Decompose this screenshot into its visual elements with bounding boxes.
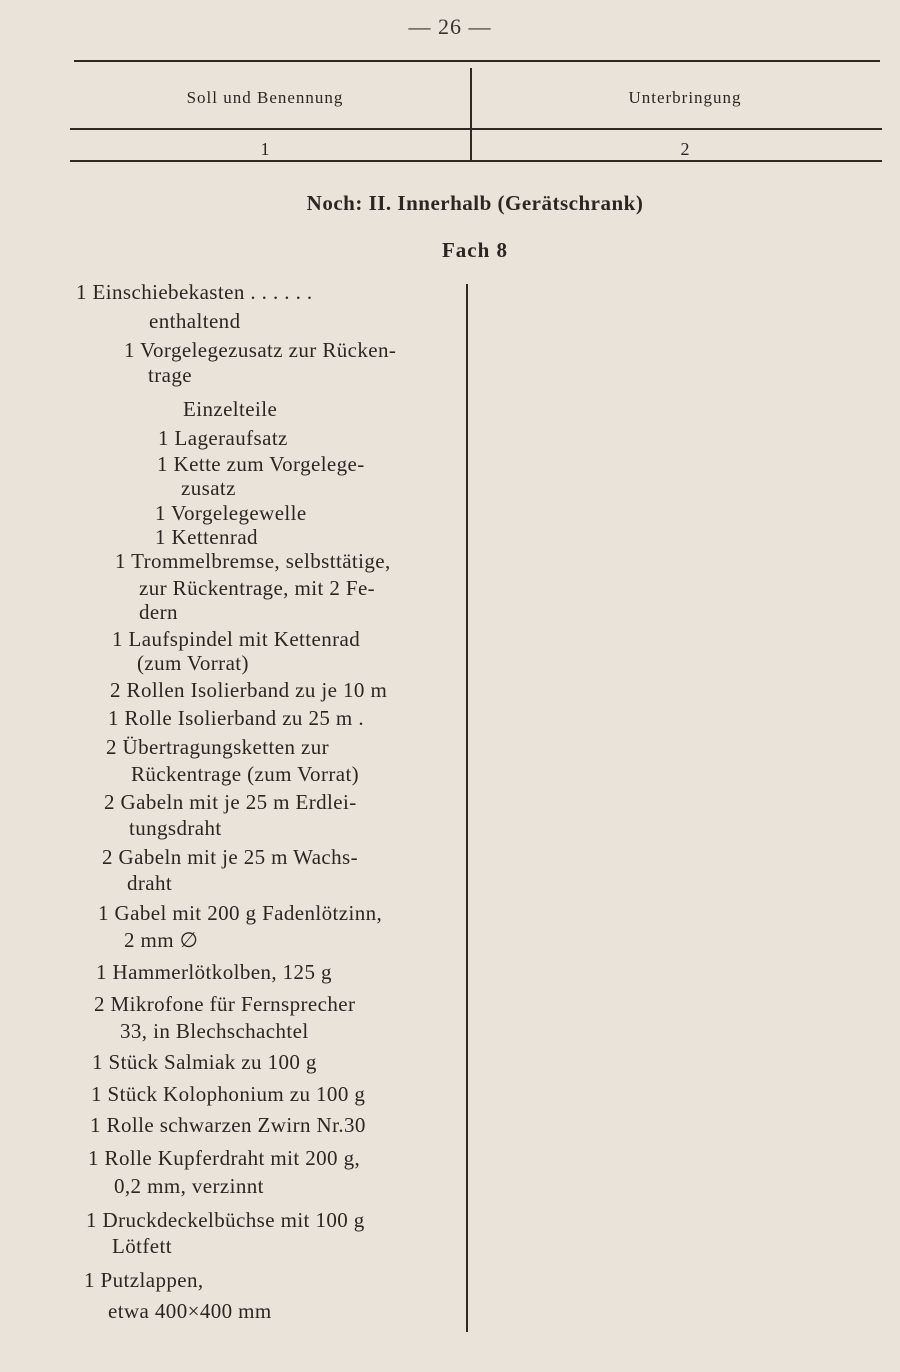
- item-line: 1 Kette zum Vorgelege-: [157, 452, 365, 476]
- item-line: 2 mm ∅: [124, 928, 199, 952]
- item-line: 2 Rollen Isolierband zu je 10 m: [110, 678, 388, 702]
- item-line: (zum Vorrat): [137, 651, 249, 675]
- item-line: etwa 400×400 mm: [108, 1299, 272, 1323]
- header-column-divider: [470, 68, 472, 160]
- item-line: 1 Lageraufsatz: [158, 426, 288, 450]
- item-line: Lötfett: [112, 1234, 172, 1258]
- item-line: 0,2 mm, verzinnt: [114, 1174, 264, 1198]
- item-line: enthaltend: [149, 309, 241, 333]
- header-bottom-rule: [70, 160, 882, 162]
- item-line: 1 Gabel mit 200 g Fadenlötzinn,: [98, 901, 383, 925]
- item-line: 1 Putzlappen,: [84, 1268, 204, 1292]
- column-number-1: 1: [260, 139, 270, 159]
- item-line: 1 Stück Salmiak zu 100 g: [92, 1050, 317, 1074]
- item-line: 2 Mikrofone für Fernsprecher: [94, 992, 356, 1016]
- item-line: dern: [139, 600, 178, 624]
- item-line: 1 Kettenrad: [155, 525, 258, 549]
- page-number: — 26 —: [408, 14, 492, 39]
- column-number-2: 2: [680, 139, 690, 159]
- item-line: 1 Rolle Isolierband zu 25 m .: [108, 706, 364, 730]
- item-line: 2 Gabeln mit je 25 m Erdlei-: [104, 790, 357, 814]
- compartment-title: Fach 8: [441, 238, 509, 262]
- item-line: trage: [148, 363, 192, 387]
- item-line: 1 Einschiebekasten . . . . . .: [76, 280, 313, 304]
- item-line: 2 Gabeln mit je 25 m Wachs-: [102, 845, 359, 869]
- item-line: 1 Trommelbremse, selbsttätige,: [115, 549, 391, 573]
- item-line: 1 Vorgelegewelle: [155, 501, 307, 525]
- item-line: 1 Rolle Kupferdraht mit 200 g,: [88, 1146, 361, 1170]
- item-line: zur Rückentrage, mit 2 Fe-: [139, 576, 376, 600]
- item-line: Einzelteile: [183, 397, 278, 421]
- column-header-soll-benennung: Soll und Benennung: [186, 88, 344, 107]
- column-header-unterbringung: Unterbringung: [628, 88, 742, 107]
- item-line: 1 Hammerlötkolben, 125 g: [96, 960, 332, 984]
- item-line: 1 Vorgelegezusatz zur Rücken-: [124, 338, 397, 362]
- item-line: 2 Übertragungsketten zur: [106, 735, 330, 759]
- item-line: 1 Laufspindel mit Kettenrad: [112, 627, 361, 651]
- body-column-divider: [466, 284, 468, 1332]
- header-top-rule: [74, 60, 880, 62]
- header-mid-rule: [70, 128, 882, 130]
- item-line: zusatz: [181, 476, 236, 500]
- item-line: 1 Rolle schwarzen Zwirn Nr.30: [90, 1113, 366, 1137]
- item-line: 33, in Blechschachtel: [120, 1019, 309, 1043]
- section-title: Noch: II. Innerhalb (Gerätschrank): [306, 191, 644, 215]
- item-line: 1 Stück Kolophonium zu 100 g: [91, 1082, 366, 1106]
- item-line: 1 Druckdeckelbüchse mit 100 g: [86, 1208, 365, 1232]
- item-line: tungsdraht: [129, 816, 222, 840]
- item-line: Rückentrage (zum Vorrat): [131, 762, 360, 786]
- item-line: draht: [127, 871, 173, 895]
